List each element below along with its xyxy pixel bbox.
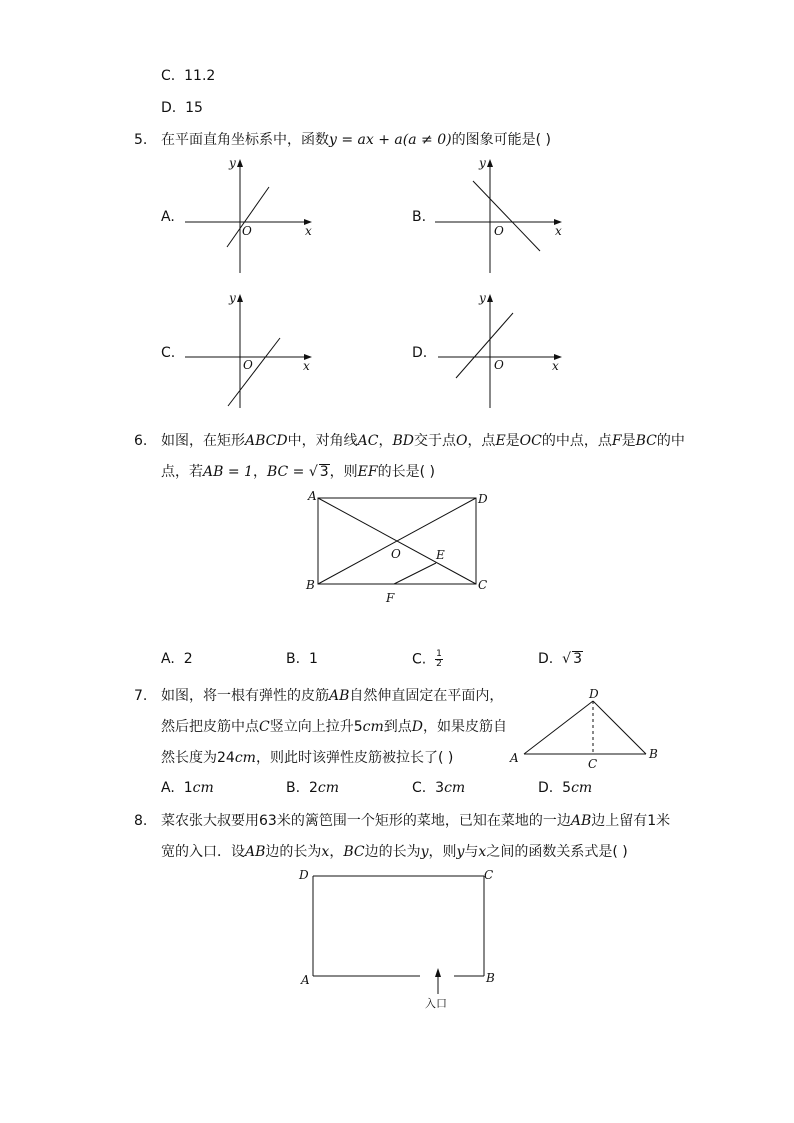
q7-option-b: B. 2cm (286, 780, 340, 796)
q4-option-c: C. 11.2 (161, 68, 216, 84)
q5-graph-c (185, 290, 325, 412)
q5-option-a-label: A. (161, 209, 175, 225)
q6-label-e: E (436, 548, 445, 562)
q5-c-origin: O (243, 358, 253, 372)
q7-label-b: B (649, 747, 658, 761)
q6-option-d: D. √ 3 (538, 651, 582, 667)
q5-stem: 在平面直角坐标系中，函数y = ax + a(a ≠ 0)的图象可能是( ) (161, 132, 551, 148)
q6-stem-line1: 如图，在矩形ABCD中，对角线AC，BD交于点O，点E是OC的中点，点F是BC的中 (161, 433, 685, 449)
q6-option-c: C. $\frac{1}{2}$ (412, 649, 442, 669)
q6-number: 6. (134, 433, 148, 449)
q8-garden-figure (296, 862, 506, 1012)
q5-number: 5. (134, 132, 148, 148)
q5-d-y-label: y (479, 291, 486, 305)
q5-graph-b (435, 155, 575, 277)
q5-graph-a (185, 155, 325, 277)
q5-b-y-label: y (479, 156, 486, 170)
q8-label-d: D (299, 868, 309, 882)
q6-stem-line2: 点，若AB = 1，BC = √ 3，则EF的长是( ) (161, 464, 435, 480)
q7-label-c: C (588, 757, 598, 771)
q6-option-c-fraction: $\frac{1}{2}$ (436, 649, 442, 669)
q8-label-a: A (301, 973, 310, 987)
q7-number: 7. (134, 688, 148, 704)
q7-option-d: D. 5cm (538, 780, 593, 796)
q6-label-a: A (308, 489, 317, 503)
q8-number: 8. (134, 813, 148, 829)
q5-a-y-label: y (229, 156, 236, 170)
q5-d-origin: O (494, 358, 504, 372)
q7-stem-line1: 如图，将一根有弹性的皮筋AB自然伸直固定在平面内， (161, 688, 504, 704)
q8-entrance-label: 入口 (425, 997, 447, 1010)
q6-rectangle-figure (300, 486, 500, 608)
q8-label-b: B (486, 971, 495, 985)
q6-label-b: B (306, 578, 315, 592)
q5-b-origin: O (494, 224, 504, 238)
q7-stem-line2: 然后把皮筋中点C竖立向上拉升5cm到点D，如果皮筋自 (161, 719, 507, 735)
q6-label-o: O (391, 547, 401, 561)
q5-b-x-label: x (555, 224, 562, 238)
q6-option-a: A. 2 (161, 651, 193, 667)
q7-label-a: A (510, 751, 519, 765)
q8-stem-line1: 菜农张大叔要用63米的篱笆围一个矩形的菜地，已知在菜地的一边AB边上留有1米 (161, 813, 671, 829)
q7-option-a: A. 1cm (161, 780, 214, 796)
q5-c-x-label: x (303, 359, 310, 373)
q7-option-c: C. 3cm (412, 780, 466, 796)
q5-a-origin: O (242, 224, 252, 238)
q6-label-f: F (386, 591, 395, 605)
q6-label-c: C (478, 578, 488, 592)
q5-c-y-label: y (229, 291, 236, 305)
q6-label-d: D (478, 492, 488, 506)
q8-label-c: C (484, 868, 494, 882)
q8-stem-line2: 宽的入口．设AB边的长为x，BC边的长为y，则y与x之间的函数关系式是( ) (161, 844, 628, 860)
q5-graph-d (438, 290, 578, 412)
q7-label-d: D (589, 687, 599, 701)
q5-option-b-label: B. (412, 209, 427, 225)
q7-triangle-figure (508, 684, 668, 774)
q4-option-d: D. 15 (161, 100, 203, 116)
q7-stem-line3: 然长度为24cm，则此时该弹性皮筋被拉长了( ) (161, 750, 454, 766)
q5-option-c-label: C. (161, 345, 176, 361)
q5-d-x-label: x (552, 359, 559, 373)
q5-a-x-label: x (305, 224, 312, 238)
q5-option-d-label: D. (412, 345, 428, 361)
q6-option-b: B. 1 (286, 651, 318, 667)
